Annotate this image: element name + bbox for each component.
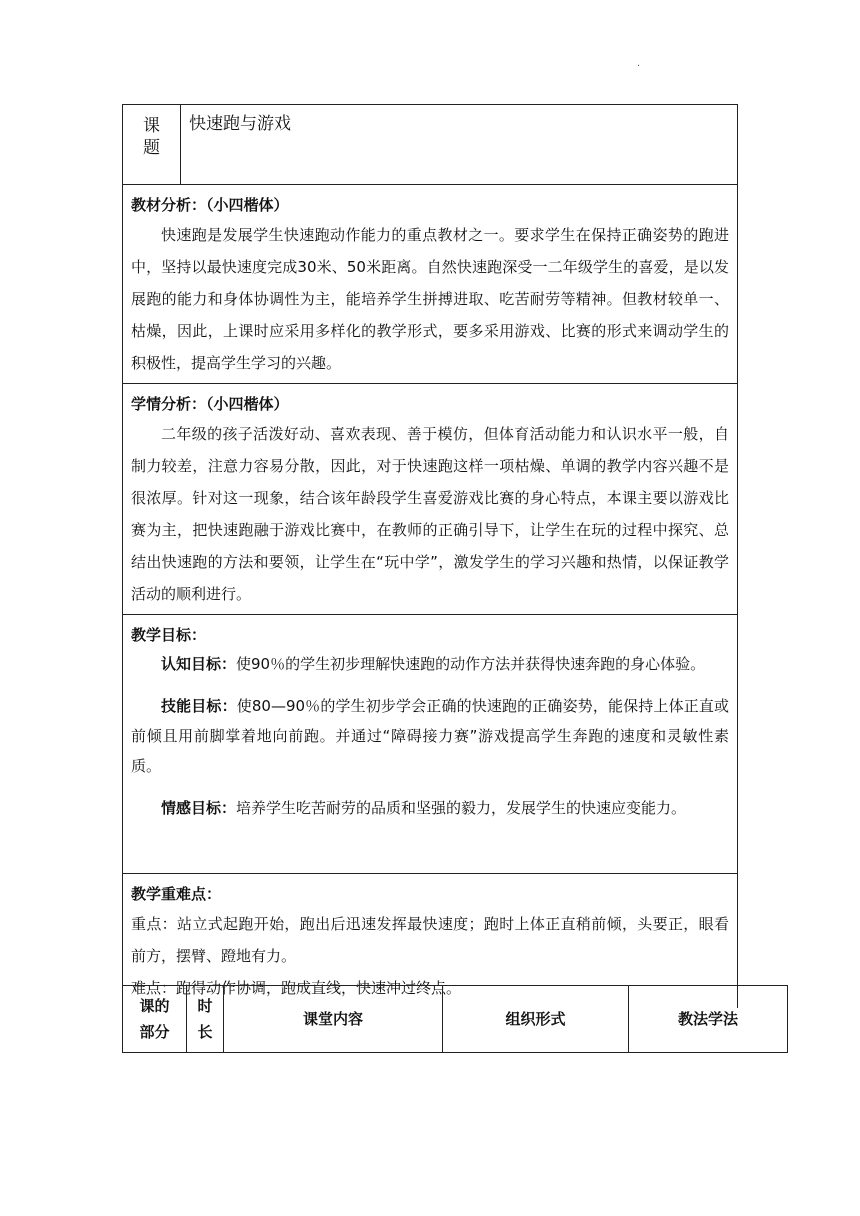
objectives-heading: 教学目标： <box>131 626 207 644</box>
header-teaching-methods: 教法学法 <box>629 986 788 1053</box>
material-analysis-heading: 教材分析：（小四楷体） <box>131 196 289 214</box>
objective-skill-text: 使80—90％的学生初步学会正确的快速跑的正确姿势，能保持上体正直或前倾且用前脚掌着地向前跑。并通过“障碍接力赛”游戏提高学生奔跑的速度和灵敏性素质。 <box>131 697 729 775</box>
lesson-process-header-row <box>123 986 788 1053</box>
header-lesson-part-line2: 部分 <box>139 1023 170 1041</box>
objective-cognitive-text: 使90％的学生初步理解快速跑的动作方法并获得快速奔跑的身心体验。 <box>236 655 706 673</box>
title-label-char-2: 题 <box>143 138 160 158</box>
key-points-heading: 教学重难点： <box>131 885 222 903</box>
material-analysis-text: 快速跑是发展学生快速跑动作能力的重点教材之一。要求学生在保持正确姿势的跑进中，坚持以最快速度完成30米、50米距离。自然快速跑深受一二年级学生的喜爱，是以发展跑的能力和身体协调性为主，能培养学生拼搏进取、吃苦耐劳等精神。但教材较单一、枯燥，因此，上课时应采用多样化的教学形式，要多采用游戏、比赛的形式来调动学生的积极性，提高学生学习的兴趣。 <box>131 226 729 372</box>
key-point-text: 重点：站立式起跑开始，跑出后迅速发挥最快速度；跑时上体正直稍前倾，头要正，眼看前方，摆臂、蹬地有力。 <box>131 915 729 965</box>
material-analysis-row <box>123 185 738 384</box>
objective-cognitive <box>131 649 729 679</box>
student-analysis-heading: 学情分析：（小四楷体） <box>131 395 289 413</box>
header-duration-line1: 时 <box>197 997 213 1015</box>
header-duration <box>187 986 224 1053</box>
header-mark: . <box>637 58 641 69</box>
material-analysis-section <box>123 185 738 384</box>
objective-affective-label: 情感目标： <box>161 799 237 817</box>
header-lesson-part <box>123 986 187 1053</box>
objective-affective <box>131 793 729 823</box>
student-analysis-section <box>123 384 738 615</box>
objectives-section <box>123 615 738 874</box>
objective-skill <box>131 691 729 781</box>
objective-cognitive-label: 认知目标： <box>161 655 237 673</box>
lesson-plan-table <box>122 104 738 1008</box>
objective-affective-text: 培养学生吃苦耐劳的品质和坚强的毅力，发展学生的快速应变能力。 <box>236 799 687 817</box>
title-row <box>123 105 738 185</box>
objectives-row <box>123 615 738 874</box>
header-duration-line2: 长 <box>197 1023 213 1041</box>
difficulty-text: 难点：跑得动作协调，跑成直线，快速冲过终点。 <box>131 979 462 997</box>
lesson-title: 快速跑与游戏 <box>181 105 738 185</box>
title-label-char-1: 课 <box>143 116 160 136</box>
title-label-cell <box>123 105 181 185</box>
header-organization: 组织形式 <box>443 986 629 1053</box>
student-analysis-row <box>123 384 738 615</box>
header-class-content: 课堂内容 <box>224 986 443 1053</box>
objective-skill-label: 技能目标： <box>161 697 237 715</box>
student-analysis-text: 二年级的孩子活泼好动、喜欢表现、善于模仿，但体育活动能力和认识水平一般，自制力较差，注意力容易分散，因此，对于快速跑这样一项枯燥、单调的教学内容兴趣不是很浓厚。针对这一现象，结合该年龄段学生喜爱游戏比赛的身心特点，本课主要以游戏比赛为主，把快速跑融于游戏比赛中，在教师的正确引导下，让学生在玩的过程中探究、总结出快速跑的方法和要领，让学生在“玩中学”，激发学生的学习兴趣和热情，以保证教学活动的顺利进行。 <box>131 425 729 603</box>
lesson-process-table <box>122 985 788 1053</box>
header-lesson-part-line1: 课的 <box>139 997 170 1015</box>
